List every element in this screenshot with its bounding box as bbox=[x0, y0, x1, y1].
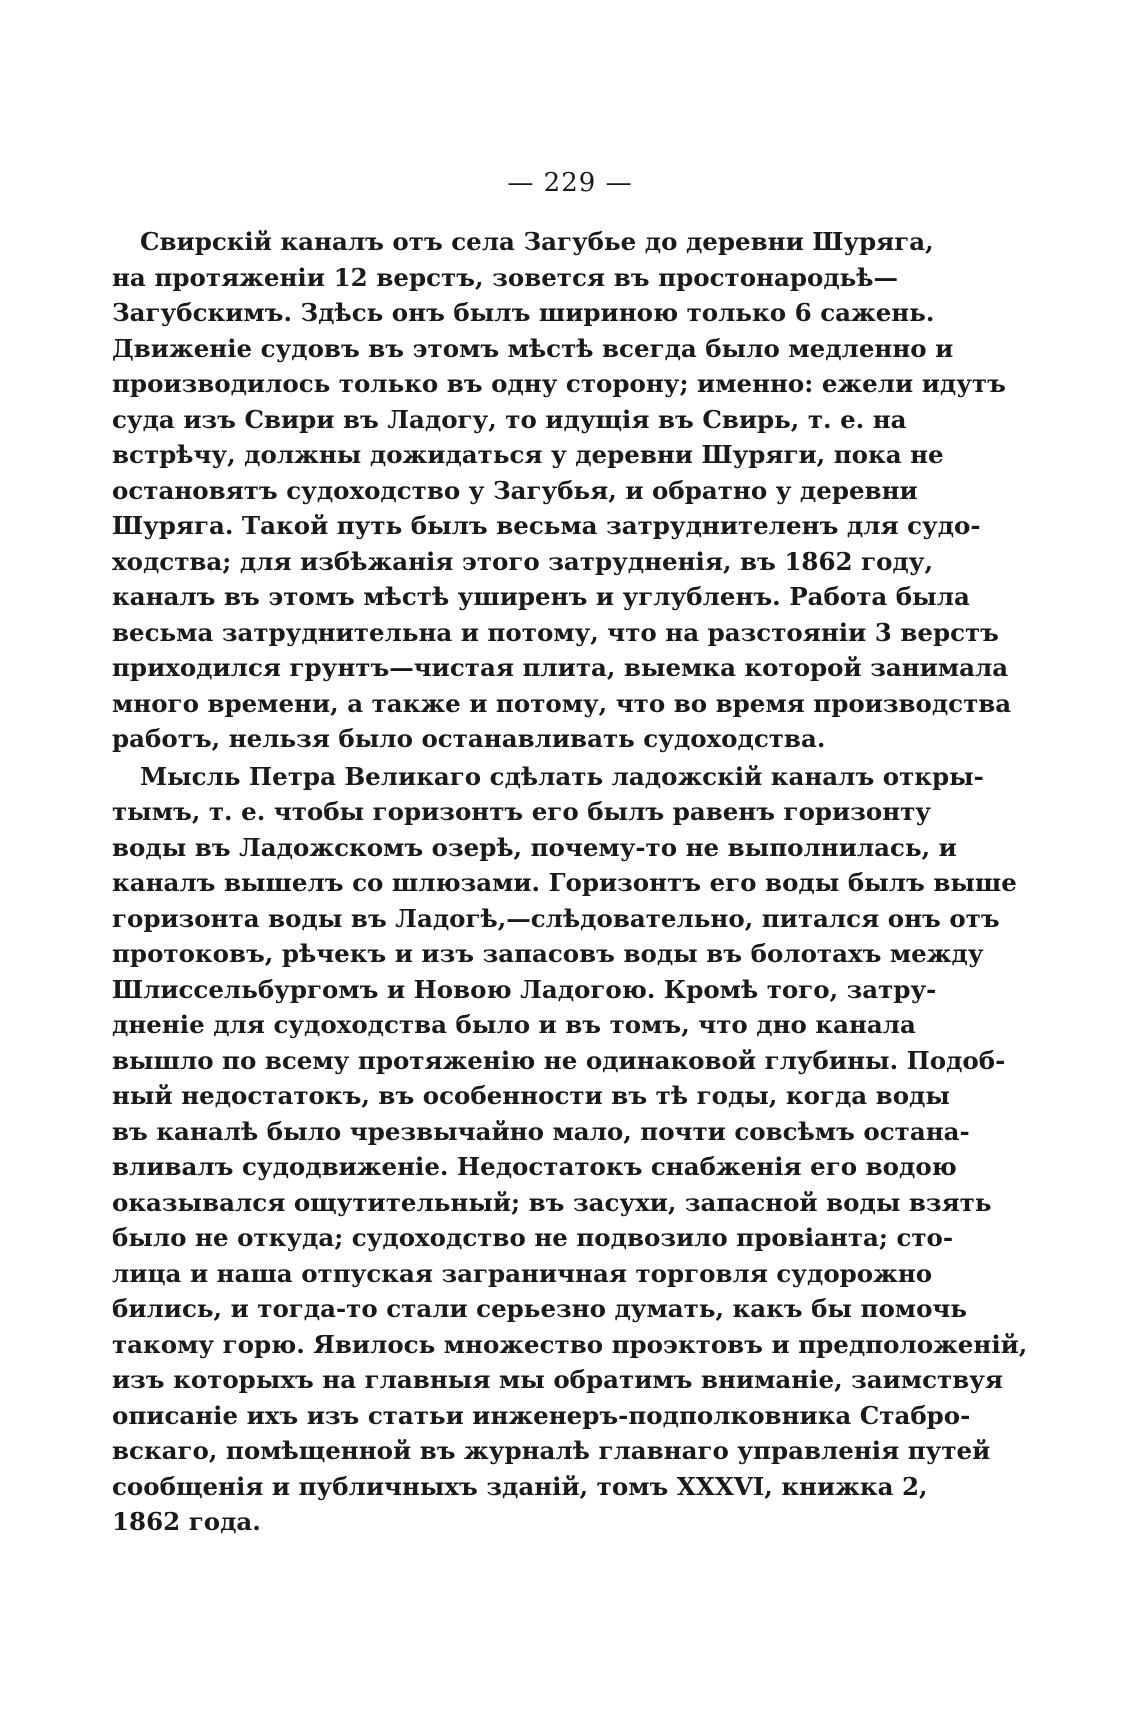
text-line: приходился грунтъ—чистая плита, выемка которой занимала bbox=[112, 653, 1009, 682]
text-line: производилось только въ одну сторону; именно: ежели идутъ bbox=[112, 369, 1006, 398]
text-line: много времени, а также и потому, что во время производства bbox=[112, 688, 1012, 718]
text-line: на протяженіи 12 верстъ, зовется въ простонародьѣ— bbox=[112, 262, 898, 292]
text-line: воды въ Ладожскомъ озерѣ, почему-то не выполнилась, и bbox=[112, 832, 957, 862]
text-line: дненіе для судоходства было и въ томъ, что дно канала bbox=[112, 1010, 916, 1039]
body-text bbox=[112, 224, 1028, 1540]
paragraph bbox=[112, 224, 1012, 757]
text-line: встрѣчу, должны дожидаться у деревни Шуряги, пока не bbox=[112, 440, 944, 469]
text-line: Шуряга. Такой путь былъ весьма затруднителенъ для судо- bbox=[112, 511, 981, 540]
text-line: Загубскимъ. Здѣсь онъ былъ шириною только 6 сажень. bbox=[112, 298, 935, 327]
text-line: Мысль Петра Великаго сдѣлать ладожскій каналъ откры- bbox=[140, 761, 984, 791]
text-line: бились, и тогда-то стали серьезно думать, какъ бы помочь bbox=[112, 1294, 967, 1323]
text-line: лица и наша отпуская заграничная торговля судорожно bbox=[112, 1258, 933, 1288]
text-line: горизонта воды въ Ладогѣ,—слѣдовательно, питался онъ отъ bbox=[112, 903, 1000, 933]
text-line: протоковъ, рѣчекъ и изъ запасовъ воды въ болотахъ между bbox=[112, 939, 984, 968]
text-line: ный недостатокъ, въ особенности въ тѣ годы, когда воды bbox=[112, 1081, 950, 1110]
text-line: остановятъ судоходство у Загубья, и обратно у деревни bbox=[112, 475, 918, 505]
text-line: вышло по всему протяженію не одинаковой глубины. Подоб- bbox=[112, 1045, 1006, 1075]
text-line: описаніе ихъ изъ статьи инженеръ-подполковника Стабро- bbox=[112, 1400, 971, 1430]
page-number: — 229 — bbox=[507, 168, 633, 198]
text-line: весьма затруднительна и потому, что на разстояніи 3 верстъ bbox=[112, 617, 999, 647]
paragraph bbox=[112, 759, 1028, 1540]
text-line: суда изъ Свири въ Ладогу, то идущія въ Свирь, т. е. на bbox=[112, 404, 907, 434]
text-line: каналъ вышелъ со шлюзами. Горизонтъ его воды былъ выше bbox=[112, 868, 1017, 897]
text-line: Свирскій каналъ отъ села Загубье до деревни Шуряга, bbox=[140, 227, 934, 256]
text-line: въ каналѣ было чрезвычайно мало, почти совсѣмъ остана- bbox=[112, 1116, 970, 1146]
text-line: вскаго, помѣщенной въ журналѣ главнаго управленія путей bbox=[112, 1436, 991, 1465]
text-line: 1862 года. bbox=[112, 1507, 261, 1536]
text-line: работъ, нельзя было останавливать судоходства. bbox=[112, 724, 826, 753]
text-line: было не откуда; судоходство не подвозило провіанта; сто- bbox=[112, 1223, 954, 1252]
text-line: вливалъ судодвиженіе. Недостатокъ снабженія его водою bbox=[112, 1152, 957, 1181]
text-line: изъ которыхъ на главныя мы обратимъ вниманіе, заимствуя bbox=[112, 1365, 1004, 1394]
text-line: ходства; для избѣжанія этого затрудненія, въ 1862 году, bbox=[112, 546, 933, 576]
text-line: оказывался ощутительный; въ засухи, запасной воды взять bbox=[112, 1187, 992, 1217]
text-line: тымъ, т. е. чтобы горизонтъ его былъ равенъ горизонту bbox=[112, 797, 931, 826]
text-line: каналъ въ этомъ мѣстѣ уширенъ и углубленъ. Работа была bbox=[112, 582, 970, 611]
text-line: такому горю. Явилось множество проэктовъ и предположеній, bbox=[112, 1329, 1028, 1359]
text-line: сообщенія и публичныхъ зданій, томъ XXXVI, книжка 2, bbox=[112, 1471, 928, 1501]
text-line: Движеніе судовъ въ этомъ мѣстѣ всегда было медленно и bbox=[112, 333, 954, 363]
text-line: Шлиссельбургомъ и Новою Ладогою. Кромѣ того, затру- bbox=[112, 974, 937, 1004]
